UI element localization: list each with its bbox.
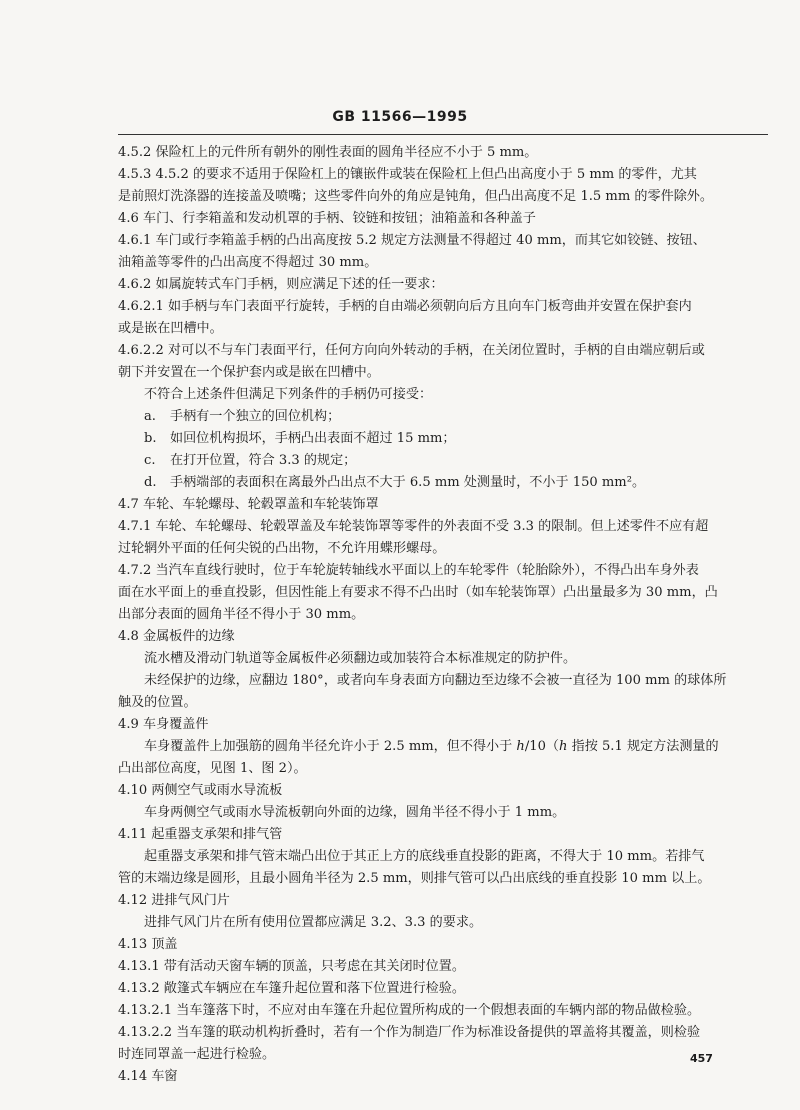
list-item [118, 450, 772, 472]
list-item [118, 406, 772, 428]
section-heading: 4.14 车窗 [118, 1069, 178, 1084]
paragraph-line: 4.13.2 敞篷式车辆应在车篷升起位置和落下位置进行检验。 [118, 981, 465, 996]
list-item [118, 428, 772, 450]
paragraph-line: 流水槽及滑动门轨道等金属板件必须翻边或加装符合本标准规定的防护件。 [144, 651, 577, 666]
list-marker: b. [144, 431, 157, 446]
list-marker: c. [144, 453, 156, 468]
paragraph-line: 朝下并安置在一个保护套内或是嵌在凹槽中。 [118, 365, 380, 380]
paragraph-line: 出部分表面的圆角半径不得小于 30 mm。 [118, 607, 365, 622]
list-marker: a. [144, 409, 156, 424]
paragraph-line [118, 736, 772, 758]
paragraph-line: 管的末端边缘是圆形，且最小圆角半径为 2.5 mm，则排气管可以凸出底线的垂直投影 10 mm 以上。 [118, 871, 711, 886]
paragraph-line: 4.13.2.2 当车篷的联动机构折叠时，若有一个作为制造厂作为标准设备提供的罩盖将其覆盖，则检验 [118, 1025, 701, 1040]
paragraph-line: 或是嵌在凹槽中。 [118, 321, 223, 336]
text-run: 指按 5.1 规定方法测量的 [567, 739, 719, 754]
paragraph-line: 凸出部位高度，见图 1、图 2）。 [118, 761, 307, 776]
paragraph-line: 未经保护的边缘，应翻边 180°，或者向车身表面方向翻边至边缘不会被一直径为 100 mm 的球体所 [144, 673, 727, 688]
section-heading: 4.13 顶盖 [118, 937, 178, 952]
paragraph-line: 4.7.1 车轮、车轮螺母、轮毂罩盖及车轮装饰罩等零件的外表面不受 3.3 的限制。但上述零件不应有超 [118, 519, 709, 534]
paragraph-line: 不符合上述条件但满足下列条件的手柄仍可接受： [144, 387, 433, 402]
list-text: 如回位机构损坏，手柄凸出表面不超过 15 mm； [170, 431, 456, 446]
section-heading: 4.8 金属板件的边缘 [118, 629, 235, 644]
section-heading: 4.11 起重器支承架和排气管 [118, 827, 283, 842]
paragraph-line: 起重器支承架和排气管末端凸出位于其正上方的底线垂直投影的距离，不得大于 10 mm。若排气 [144, 849, 705, 864]
section-heading: 4.12 进排气风门片 [118, 893, 230, 908]
list-marker: d. [144, 475, 157, 490]
paragraph-line: 4.6.2 如属旋转式车门手柄，则应满足下述的任一要求： [118, 277, 444, 292]
variable-h: h [516, 739, 525, 754]
paragraph-line: 4.7.2 当汽车直线行驶时，位于车轮旋转轴线水平面以上的车轮零件（轮胎除外），不得凸出车身外表 [118, 563, 699, 578]
paragraph-line: 过轮辋外平面的任何尖锐的凸出物，不允许用蝶形螺母。 [118, 541, 446, 556]
section-heading: 4.9 车身覆盖件 [118, 717, 209, 732]
paragraph-line: 4.13.1 带有活动天窗车辆的顶盖，只考虑在其关闭时位置。 [118, 959, 465, 974]
paragraph-line: 时连同罩盖一起进行检验。 [118, 1047, 276, 1062]
paragraph-line: 4.5.2 保险杠上的元件所有朝外的刚性表面的圆角半径应不小于 5 mm。 [118, 145, 538, 160]
list-text: 手柄端部的表面积在离最外凸出点不大于 6.5 mm 处测量时，不小于 150 mm²。 [170, 475, 646, 490]
paragraph-line: 4.13.2.1 当车篷落下时，不应对由车篷在升起位置所构成的一个假想表面的车辆内部的物品做检验。 [118, 1003, 701, 1018]
paragraph-line: 面在水平面上的垂直投影，但因性能上有要求不得不凸出时（如车轮装饰罩）凸出量最多为 30 mm，凸 [118, 585, 718, 600]
list-text: 在打开位置，符合 3.3 的规定； [170, 453, 357, 468]
page-number: 457 [690, 1052, 713, 1065]
paragraph-line: 是前照灯洗涤器的连接盖及喷嘴；这些零件向外的角应是钝角，但凸出高度不足 1.5 mm 的零件除外。 [118, 189, 713, 204]
list-text: 手柄有一个独立的回位机构； [170, 409, 341, 424]
section-heading: 4.7 车轮、车轮螺母、轮毂罩盖和车轮装饰罩 [118, 497, 379, 512]
page-header: GB 11566—1995 [332, 109, 468, 125]
text-run: /10（ [524, 739, 560, 754]
paragraph-line: 车身两侧空气或雨水导流板朝向外面的边缘，圆角半径不得小于 1 mm。 [144, 805, 566, 820]
paragraph-line: 触及的位置。 [118, 695, 197, 710]
paragraph-line: 4.6.1 车门或行李箱盖手柄的凸出高度按 5.2 规定方法测量不得超过 40 mm，而其它如铰链、按钮、 [118, 233, 706, 248]
paragraph-line: 进排气风门片在所有使用位置都应满足 3.2、3.3 的要求。 [144, 915, 483, 930]
text-run: 车身覆盖件上加强筋的圆角半径允许小于 2.5 mm，但不得小于 [144, 739, 517, 754]
section-heading: 4.6 车门、行李箱盖和发动机罩的手柄、铰链和按钮；油箱盖和各种盖子 [118, 211, 536, 226]
paragraph-line: 4.6.2.1 如手柄与车门表面平行旋转，手柄的自由端必须朝向后方且向车门板弯曲并安置在保护套内 [118, 299, 692, 314]
list-item [118, 472, 772, 494]
header-rule [118, 134, 768, 135]
paragraph-line: 油箱盖等零件的凸出高度不得超过 30 mm。 [118, 255, 378, 270]
section-heading: 4.10 两侧空气或雨水导流板 [118, 783, 283, 798]
paragraph-line: 4.6.2.2 对可以不与车门表面平行，任何方向向外转动的手柄，在关闭位置时，手柄的自由端应朝后或 [118, 343, 705, 358]
document-body [118, 142, 772, 1088]
paragraph-line: 4.5.3 4.5.2 的要求不适用于保险杠上的镶嵌件或装在保险杠上但凸出高度小于 5 mm 的零件，尤其 [118, 167, 697, 182]
variable-h: h [559, 739, 568, 754]
